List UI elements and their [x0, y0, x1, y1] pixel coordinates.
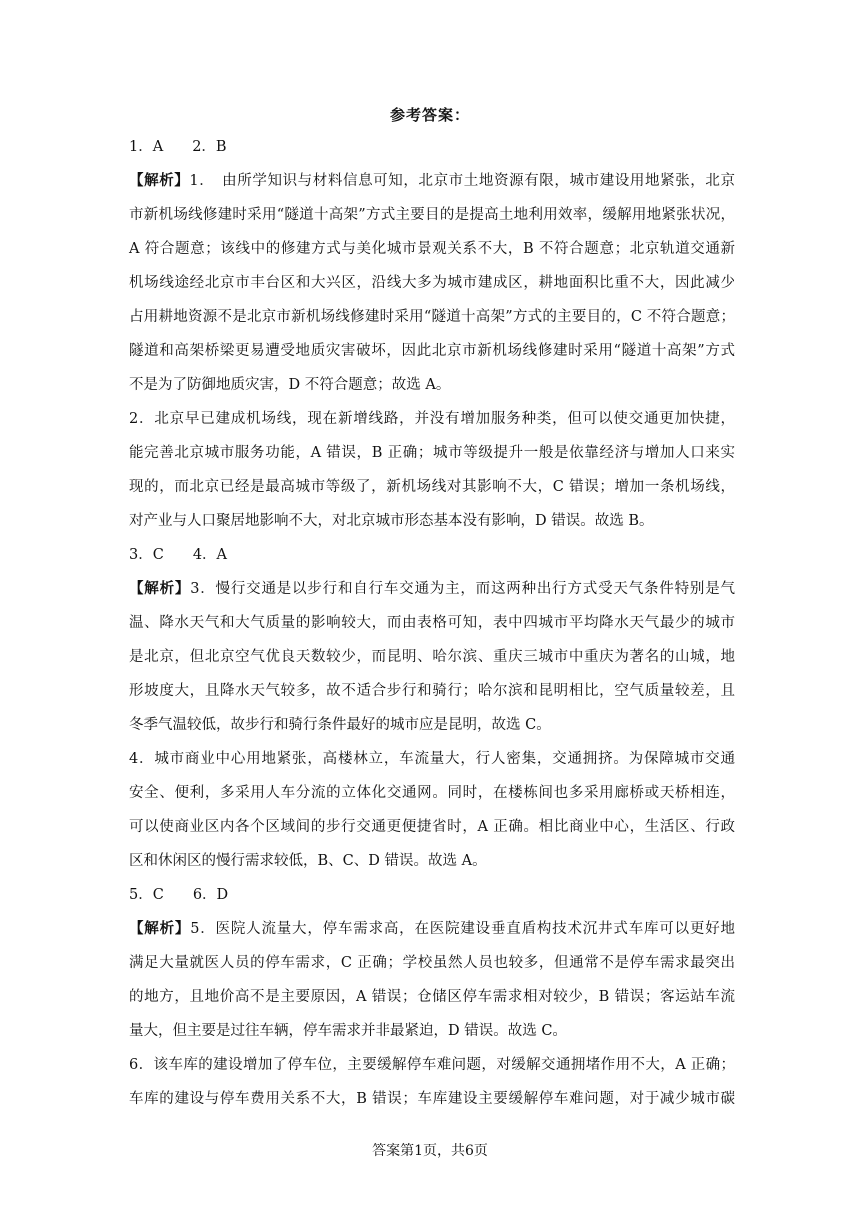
line-text: 不是为了防御地质灾害，D 不符合题意；故选 A。: [129, 377, 451, 393]
line-text: 可以使商业区内各个区域间的步行交通更便捷省时，A 正确。相比商业中心，生活区、行政: [129, 819, 735, 835]
analysis-tag: 【解析】: [129, 172, 190, 189]
line-text: 车库的建设与停车费用关系不大，B 错误；车库建设主要缓解停车难问题，对于减少城市碳: [129, 1091, 735, 1107]
text-line: [129, 266, 735, 300]
text-line: [129, 640, 735, 674]
text-line: [129, 538, 735, 572]
line-text: 满足大量就医人员的停车需求，C 正确；学校虽然人员也较多，但通常不是停车需求最突出: [129, 955, 735, 971]
text-line: [129, 912, 735, 946]
text-line: [129, 368, 735, 402]
line-text: 形坡度大，且降水天气较多，故不适合步行和骑行；哈尔滨和昆明相比，空气质量较差，且: [129, 683, 735, 699]
line-text: 5．医院人流量大，停车需求高，在医院建设垂直盾构技术沉井式车库可以更好地: [190, 921, 735, 937]
text-line: [129, 708, 735, 742]
line-text: 的地方，且地价高不是主要原因，A 错误；仓储区停车需求相对较少，B 错误；客运站车流: [129, 989, 735, 1005]
text-line: [129, 674, 735, 708]
line-text: 3．慢行交通是以步行和自行车交通为主，而这两种出行方式受天气条件特别是气: [190, 581, 735, 597]
line-text: 安全、便利，多采用人车分流的立体化交通网。同时，在楼栋间也多采用廊桥或天桥相连，: [129, 785, 735, 801]
text-line: [129, 572, 735, 606]
text-line: [129, 470, 735, 504]
text-line: [129, 504, 735, 538]
line-text: A 符合题意；该线中的修建方式与美化城市景观关系不大，B 不符合题意；北京轨道交通新: [129, 241, 735, 257]
text-line: [129, 334, 735, 368]
text-line: [129, 878, 735, 912]
text-line: [129, 436, 735, 470]
text-line: [129, 164, 735, 198]
line-text: 能完善北京城市服务功能，A 错误，B 正确；城市等级提升一般是依靠经济与增加人口来实: [129, 445, 735, 461]
analysis-tag: 【解析】: [129, 580, 191, 597]
text-line: [129, 1082, 735, 1116]
line-text: 量大，但主要是过往车辆，停车需求并非最紧迫，D 错误。故选 C。: [129, 1023, 567, 1039]
text-line: [129, 810, 735, 844]
line-text: 6．该车库的建设增加了停车位，主要缓解停车难问题，对缓解交通拥堵作用不大，A 正确；: [129, 1057, 735, 1073]
line-text: 冬季气温较低，故步行和骑行条件最好的城市应是昆明，故选 C。: [129, 717, 551, 733]
line-text: 1． 由所学知识与材料信息可知，北京市土地资源有限，城市建设用地紧张，北京: [189, 173, 735, 189]
line-text: 市新机场线修建时采用“隧道十高架”方式主要目的是提高土地利用效率，缓解用地紧张状况，: [129, 207, 735, 223]
text-line: [129, 130, 735, 164]
text-line: [129, 844, 735, 878]
line-text: 隧道和高架桥梁更易遭受地质灾害破坏，因此北京市新机场线修建时采用“隧道十高架”方式: [129, 343, 735, 359]
page-footer: 答案第1页，共6页: [372, 1143, 488, 1159]
text-line: [129, 198, 735, 232]
text-line: [129, 946, 735, 980]
text-line: [129, 742, 735, 776]
line-text: 机场线途经北京市丰台区和大兴区，沿线大多为城市建成区，耕地面积比重不大，因此减少: [129, 275, 735, 291]
line-text: 2．北京早已建成机场线，现在新增线路，并没有增加服务种类，但可以使交通更加快捷，: [129, 411, 735, 427]
text-line: [129, 300, 735, 334]
page-title: 参考答案：: [389, 106, 470, 124]
line-text: 3．C 4．A: [129, 547, 228, 563]
text-line: [129, 1048, 735, 1082]
line-text: 是北京，但北京空气优良天数较少，而昆明、哈尔滨、重庆三城市中重庆为著名的山城，地: [129, 649, 735, 665]
text-line: [129, 980, 735, 1014]
line-text: 1．A 2．B: [129, 139, 227, 155]
line-text: 对产业与人口聚居地影响不大，对北京城市形态基本没有影响，D 错误。故选 B。: [129, 513, 654, 529]
text-line: [129, 606, 735, 640]
text-line: [129, 776, 735, 810]
line-text: 温、降水天气和大气质量的影响较大，而由表格可知，表中四城市平均降水天气最少的城市: [129, 615, 735, 631]
line-text: 现的，而北京已经是最高城市等级了，新机场线对其影响不大，C 错误；增加一条机场线，: [129, 479, 735, 495]
text-line: [129, 402, 735, 436]
analysis-tag: 【解析】: [129, 920, 191, 937]
line-text: 区和休闲区的慢行需求较低，B、C、D 错误。故选 A。: [129, 853, 487, 869]
answer-content: [129, 130, 735, 1116]
text-line: [129, 232, 735, 266]
line-text: 4．城市商业中心用地紧张，高楼林立，车流量大，行人密集，交通拥挤。为保障城市交通: [129, 751, 735, 767]
line-text: 5．C 6．D: [129, 887, 229, 903]
text-line: [129, 1014, 735, 1048]
line-text: 占用耕地资源不是北京市新机场线修建时采用“隧道十高架”方式的主要目的，C 不符合题意；: [129, 309, 735, 325]
